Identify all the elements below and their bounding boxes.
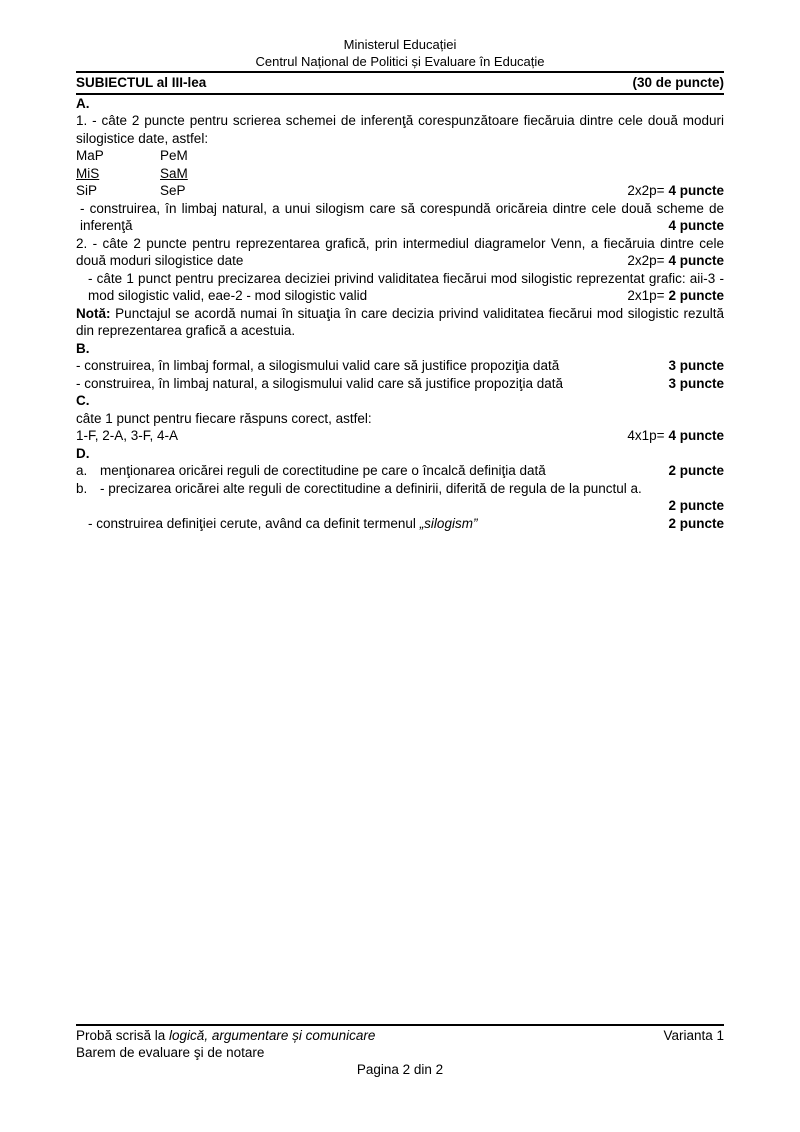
note-label: Notă:: [76, 305, 111, 321]
points-formula: 2x2p=: [627, 183, 665, 198]
section-a-item3: 2. - câte 2 puncte pentru reprezentarea grafică, prin intermediul diagramelor Venn, a fiecăruia dintre cele două moduri silogistice date 2x2p= 4 puncte: [76, 235, 724, 268]
points-label: 3 puncte: [668, 358, 724, 373]
section-d-item-b-points: 2 puncte: [668, 498, 724, 513]
section-d-item-b: b. - precizarea oricărei alte reguli de corectitudine a definirii, diferită de regula de la punctul a.: [76, 480, 642, 496]
exam-subject-line: Probă scrisă la logică, argumentare și comunicare: [76, 1028, 376, 1043]
schema-cell: PeM: [160, 148, 188, 163]
section-d-item-c: - construirea definiţiei cerute, având ca definit termenul „silogism” 2 puncte: [88, 515, 724, 531]
footer-row-2: Barem de evaluare şi de notare: [76, 1044, 265, 1060]
points-value: [664, 462, 724, 480]
list-marker: a.: [76, 463, 88, 478]
section-c-answers: 1-F, 2-A, 3-F, 4-A 4x1p= 4 puncte: [76, 428, 724, 443]
variant-label: Varianta 1: [663, 1028, 724, 1043]
points-value: [627, 427, 724, 445]
schema-row-1: [76, 147, 724, 165]
section-d-label: D.: [76, 445, 90, 461]
schema-cell: SiP: [76, 183, 98, 198]
document-header: [76, 36, 724, 70]
schema-row-3: [76, 182, 724, 200]
points-value: [664, 375, 724, 393]
points-value: [627, 182, 724, 200]
points-value: [664, 515, 724, 533]
page-number: Pagina 2 din 2: [356, 1062, 444, 1077]
schema-cell: SeP: [160, 183, 186, 198]
section-a-item2: - construirea, în limbaj natural, a unui silogism care să corespundă oricăreia dintre cele două scheme de inferenţă 4 puncte: [80, 200, 724, 233]
schema-cell: MaP: [76, 148, 104, 163]
section-b-item2: - construirea, în limbaj natural, a silogismului valid care să justifice propoziţia dată 3 puncte: [76, 375, 724, 391]
section-c-label: C.: [76, 393, 90, 408]
points-value: [664, 217, 724, 235]
subject-title: SUBIECTUL al III-lea: [76, 75, 207, 90]
points-label: 4 puncte: [668, 253, 724, 268]
points-value: [664, 357, 724, 375]
section-a-note: [76, 305, 724, 340]
section-a-item4: - câte 1 punct pentru precizarea deciziei privind validitatea fiecărui mod silogistic reprezentat grafic: aii-3 - mod silogistic valid, eae-2 - mod silogistic valid 2x1p= 2 puncte: [88, 270, 724, 303]
section-d-item-a: a. menţionarea oricărei reguli de corectitudine pe care o încalcă definiţia dată 2 puncte: [76, 463, 724, 478]
subject-points: (30 de puncte): [632, 75, 724, 90]
subject-bar: [76, 71, 724, 95]
points-label: 2 puncte: [668, 288, 724, 303]
points-value: [627, 287, 724, 305]
section-b-label: B.: [76, 340, 90, 356]
section-a-label: A.: [76, 95, 90, 111]
document-footer: [76, 1024, 724, 1079]
schema-cell: SaM: [160, 165, 188, 181]
footer-row-1: [76, 1028, 724, 1045]
points-label: 4 puncte: [668, 428, 724, 443]
section-b-item1: - construirea, în limbaj formal, a silogismului valid care să justifice propoziţia dată 3 puncte: [76, 358, 724, 373]
schema-cell: MiS: [76, 165, 100, 181]
note-text: Punctajul se acordă numai în situaţia în care decizia privind validitatea fiecărui mod silogistic rezultă din reprezentarea grafică a acestuia.: [76, 305, 724, 338]
section-a-item1: 1. - câte 2 puncte pentru scrierea schemei de inferenţă corespunzătoare fiecăruia dintre cele două moduri silogistice date, astfel:: [76, 113, 724, 146]
points-label: 4 puncte: [668, 218, 724, 233]
center-title: Centrul Național de Politici și Evaluare în Educație: [255, 54, 545, 69]
points-label: 2 puncte: [668, 463, 724, 478]
points-formula: 2x1p=: [627, 288, 665, 303]
points-value: [627, 252, 724, 270]
schema-row-2: [76, 165, 724, 183]
ministry-title: Ministerul Educației: [343, 37, 457, 52]
document-content: [76, 36, 724, 532]
points-label: 4 puncte: [668, 183, 724, 198]
section-c-intro: câte 1 punct pentru fiecare răspuns corect, astfel:: [76, 410, 372, 426]
points-label: 3 puncte: [668, 375, 724, 391]
syllogism-schema: [76, 147, 724, 200]
points-label: 2 puncte: [668, 515, 724, 531]
list-marker: b.: [76, 480, 88, 496]
points-formula: 4x1p=: [627, 428, 665, 443]
points-formula: 2x2p=: [627, 253, 665, 268]
defined-term: „silogism”: [419, 515, 478, 531]
exam-subject-name: logică, argumentare și comunicare: [169, 1028, 376, 1043]
